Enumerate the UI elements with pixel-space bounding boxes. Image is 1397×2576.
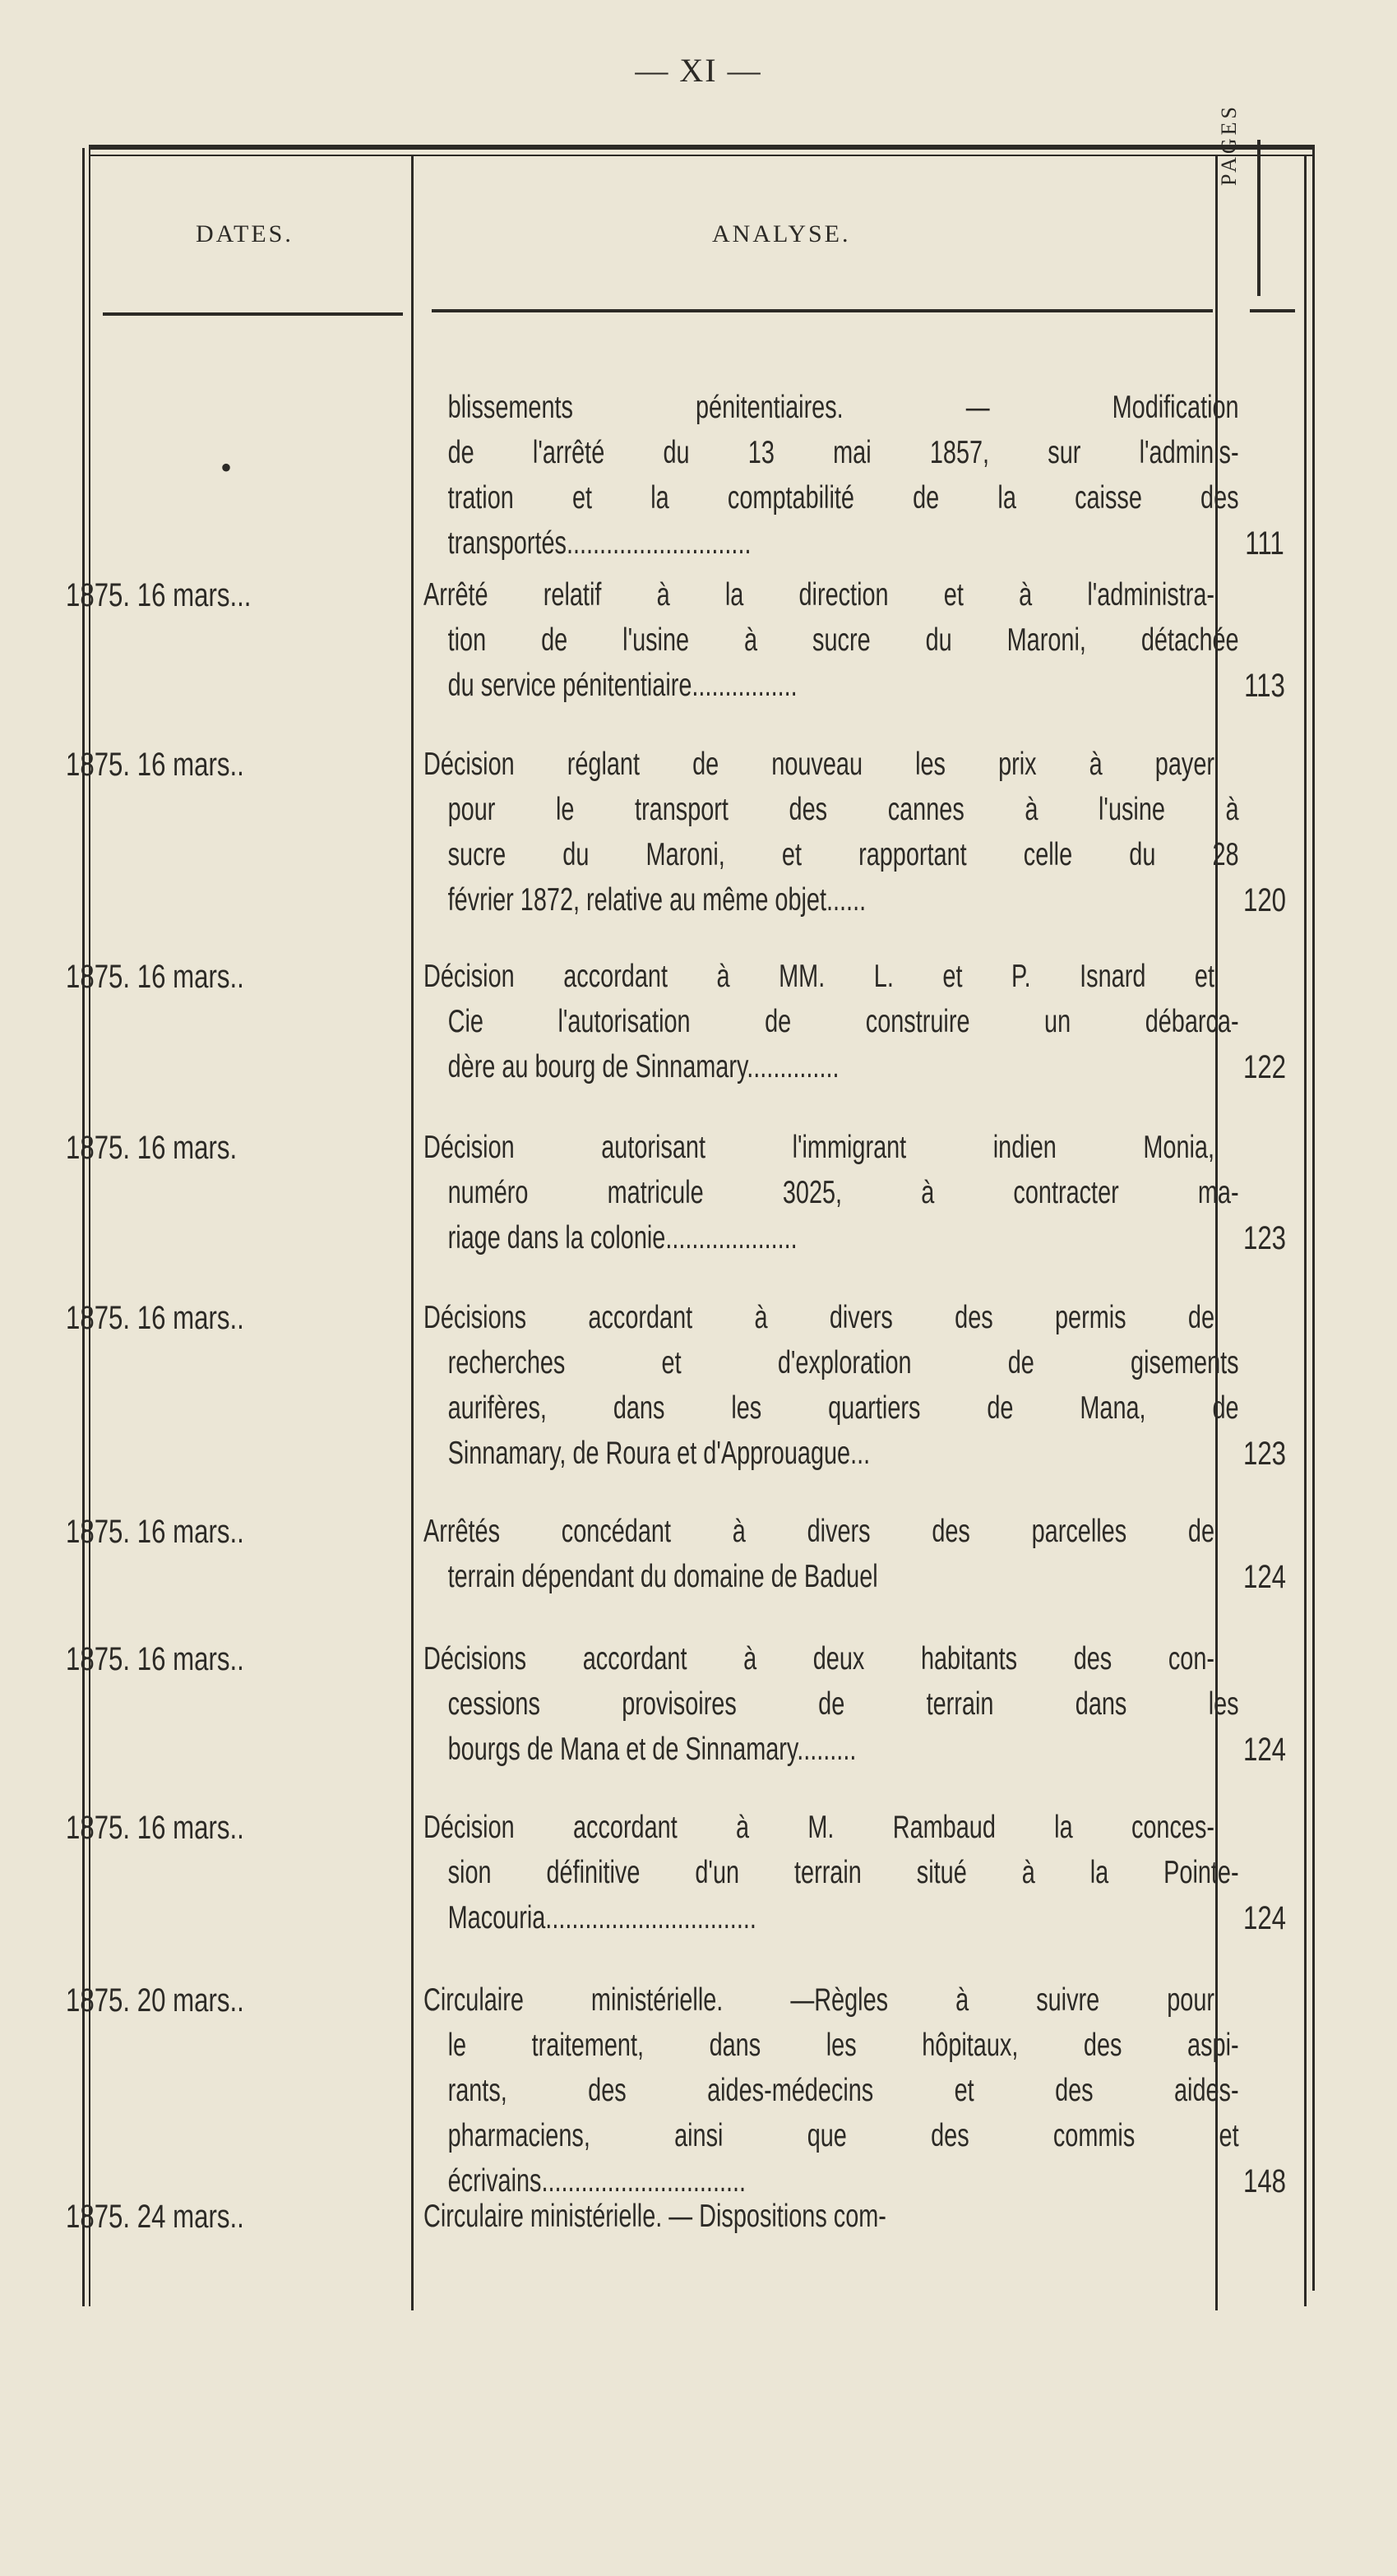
entry-page-number: 124 [1242,1559,1287,1595]
analysis-line: transportés............................ [447,525,752,561]
entry-analysis [423,1636,1239,1772]
analysis-line: de l'arrêté du 13 mai 1857, sur l'adminis- [447,435,1239,470]
entry-page-number: 120 [1242,882,1287,918]
header-pages: PAGES [1217,104,1241,186]
entry-date: 1875. 24 mars.. [66,2199,244,2235]
analysis-line: tion de l'usine à sucre du Maroni, détachée [447,622,1239,658]
entry-analysis [423,1509,1213,1599]
top-rule-thin [89,155,1314,156]
page-number: — XI — [635,52,762,89]
entry-analysis [423,1805,1239,1940]
analysis-line: Décisions accordant à divers des permis de [423,1300,1214,1335]
entry-analysis [423,742,1239,923]
analysis-line: Décision réglant de nouveau les prix à payer [423,747,1214,782]
analysis-line: numéro matricule 3025, à contracter ma- [447,1175,1239,1210]
header-analysis: ANALYSE. [712,220,851,247]
analysis-line: Circulaire ministérielle. —Règles à suivre pour [423,1982,1214,2018]
entry-analysis [423,954,1239,1089]
pages-header-bar [1257,140,1261,296]
entry-analysis [423,1295,1239,1476]
entry-analysis [423,385,1239,566]
entry-date: 1875. 16 mars.. [66,1641,244,1677]
entry-page-number: 124 [1242,1732,1287,1768]
analysis-line: Cie l'autorisation de construire un débarca- [447,1004,1239,1039]
entry-page-number: 111 [1245,525,1284,562]
right-inner-rule [1304,156,1307,2306]
pages-header-underline [1250,309,1295,312]
analysis-line: riage dans la colonie.................... [447,1220,798,1256]
entry-date: 1875. 20 mars.. [66,1982,244,2019]
analysis-header-underline [432,309,1213,312]
analysis-line: sion définitive d'un terrain situé à la Pointe- [447,1855,1239,1890]
entry-page-number: 113 [1244,668,1285,704]
entry-date: 1875. 16 mars.. [66,1514,244,1550]
analysis-line: le traitement, dans les hôpitaux, des aspi- [447,2028,1239,2063]
analysis-line: dère au bourg de Sinnamary.............. [447,1049,840,1085]
header-dates: DATES. [196,220,294,247]
analysis-line: pharmaciens, ainsi que des commis et [447,2118,1239,2153]
entry-analysis [423,1977,1239,2204]
entry-page-number: 122 [1242,1049,1287,1085]
entry-date: 1875. 16 mars... [66,577,252,613]
entry-date: 1875. 16 mars.. [66,747,244,783]
analysis-line: Décision accordant à M. Rambaud la conces- [423,1810,1214,1845]
entry-page-number: 124 [1242,1900,1287,1936]
analysis-line: Sinnamary, de Roura et d'Approuague... [447,1436,871,1471]
dates-header-underline [103,312,403,316]
analysis-line: Circulaire ministérielle. — Dispositions com- [423,2199,886,2234]
analysis-line: Arrêtés concédant à divers des parcelles de [423,1514,1214,1549]
analysis-line: cessions provisoires de terrain dans les [447,1686,1239,1722]
entry-date: 1875. 16 mars.. [66,1300,244,1336]
analysis-line: blissements pénitentiaires. — Modification [447,390,1239,425]
entry-analysis [423,1125,1239,1260]
analysis-line: écrivains............................... [447,2163,747,2199]
top-rule-thick [89,145,1314,150]
entry-date: 1875. 16 mars. [66,1130,238,1166]
right-outer-rule [1312,145,1315,2291]
analysis-line: recherches et d'exploration de gisements [447,1345,1239,1380]
entry-date: 1875. 16 mars.. [66,1810,244,1846]
analysis-line: février 1872, relative au même objet...... [447,882,867,918]
entry-analysis [423,572,1239,708]
entry-page-number: 123 [1242,1436,1287,1472]
entry-date: 1875. 16 mars.. [66,959,244,995]
analysis-line: Macouria................................ [447,1900,756,1935]
analysis-line: Décision accordant à MM. L. et P. Isnard et [423,959,1214,994]
analysis-line: tration et la comptabilité de la caisse des [447,480,1239,516]
entry-page-number: 123 [1242,1220,1287,1256]
analysis-line: aurifères, dans les quartiers de Mana, de [447,1390,1239,1426]
dates-analysis-divider [411,156,414,2310]
entry-analysis [423,2194,1213,2239]
analysis-line: Décisions accordant à deux habitants des con- [423,1641,1214,1676]
ink-blot-mark: • [220,449,233,486]
entry-page-number: 148 [1242,2163,1287,2199]
analysis-line: Décision autorisant l'immigrant indien Monia, [423,1130,1214,1165]
analysis-line: pour le transport des cannes à l'usine à [447,792,1239,827]
analysis-line: rants, des aides-médecins et des aides- [447,2073,1239,2108]
analysis-line: Arrêté relatif à la direction et à l'administra- [423,577,1214,613]
analysis-line: terrain dépendant du domaine de Baduel [447,1559,878,1594]
analysis-line: bourgs de Mana et de Sinnamary......... [447,1732,857,1767]
analysis-line: du service pénitentiaire................ [447,668,798,703]
analysis-line: sucre du Maroni, et rapportant celle du 28 [447,837,1239,872]
